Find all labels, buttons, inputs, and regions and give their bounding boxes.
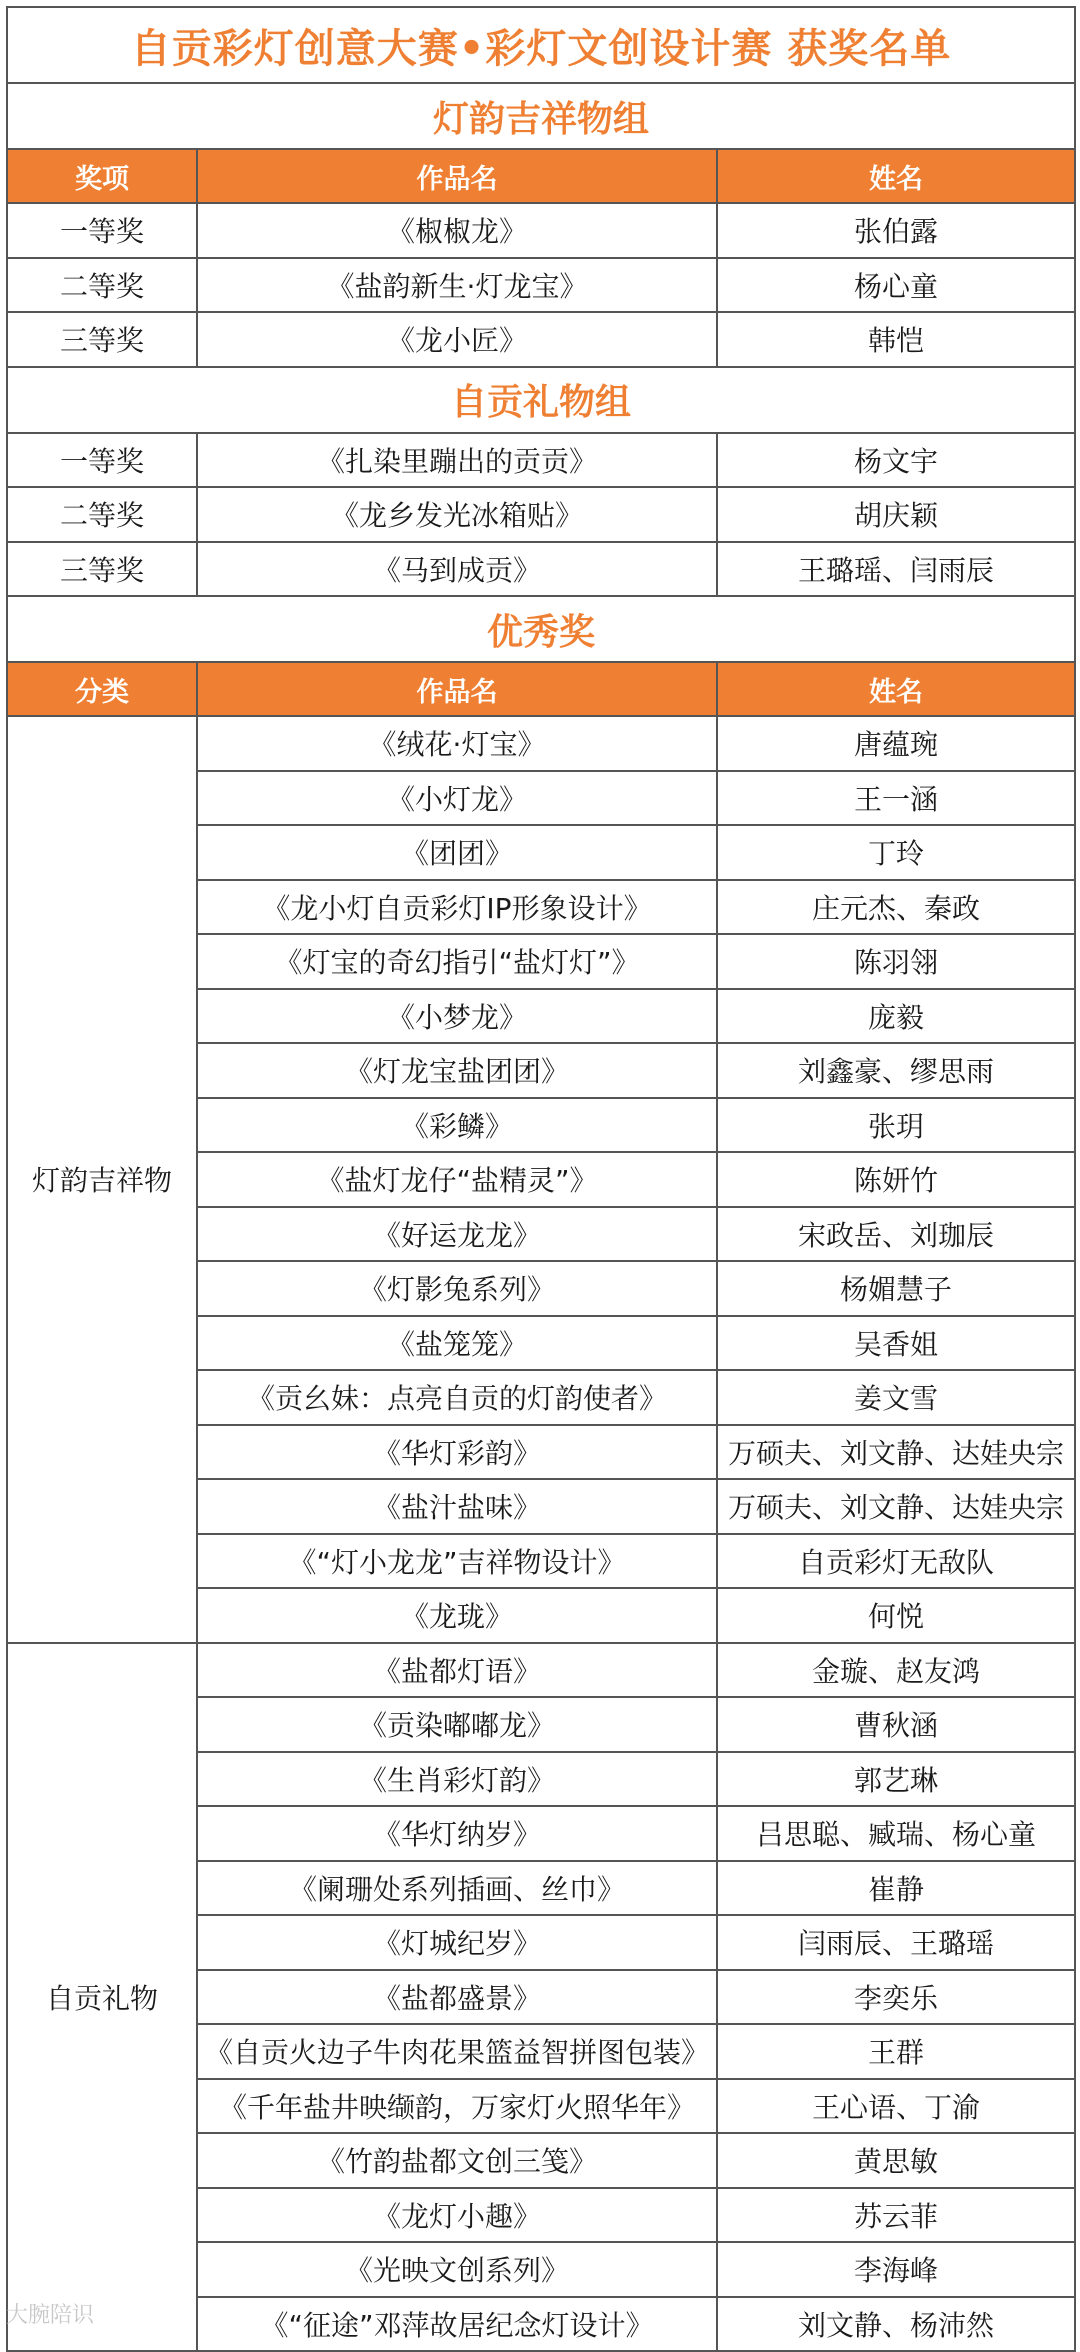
header-name: 姓名 — [717, 662, 1075, 716]
section-title-group2: 自贡礼物组 — [7, 367, 1075, 433]
category-cell: 自贡礼物 — [7, 1643, 197, 2352]
work-cell: 《“灯小龙龙”吉祥物设计》 — [197, 1534, 717, 1589]
header-work: 作品名 — [197, 149, 717, 203]
header-row-group1 — [7, 149, 1075, 203]
work-cell: 《灯龙宝盐团团》 — [197, 1043, 717, 1098]
work-cell: 《彩鳞》 — [197, 1098, 717, 1153]
section-row-group2 — [7, 367, 1075, 433]
name-cell: 丁玲 — [717, 825, 1075, 880]
table-row — [7, 258, 1075, 313]
work-cell: 《盐灯龙仔“盐精灵”》 — [197, 1152, 717, 1207]
section-title-group1: 灯韵吉祥物组 — [7, 83, 1075, 149]
work-cell: 《盐韵新生·灯龙宝》 — [197, 258, 717, 313]
name-cell: 曹秋涵 — [717, 1697, 1075, 1752]
name-cell: 吴香姐 — [717, 1316, 1075, 1371]
work-cell: 《绒花·灯宝》 — [197, 716, 717, 771]
work-cell: 《盐笼笼》 — [197, 1316, 717, 1371]
name-cell: 郭艺琳 — [717, 1752, 1075, 1807]
award-cell: 一等奖 — [7, 203, 197, 258]
name-cell: 陈羽翎 — [717, 934, 1075, 989]
name-cell: 王一涵 — [717, 771, 1075, 826]
table-row — [7, 542, 1075, 597]
work-cell: 《龙珑》 — [197, 1588, 717, 1643]
work-cell: 《龙乡发光冰箱贴》 — [197, 487, 717, 542]
work-cell: 《团团》 — [197, 825, 717, 880]
name-cell: 胡庆颖 — [717, 487, 1075, 542]
name-cell: 张伯露 — [717, 203, 1075, 258]
name-cell: 杨心童 — [717, 258, 1075, 313]
name-cell: 庞毅 — [717, 989, 1075, 1044]
work-cell: 《竹韵盐都文创三笺》 — [197, 2133, 717, 2188]
table-row — [7, 433, 1075, 488]
name-cell: 万硕夫、刘文静、达娃央宗 — [717, 1479, 1075, 1534]
work-cell: 《盐都盛景》 — [197, 1970, 717, 2025]
work-cell: 《椒椒龙》 — [197, 203, 717, 258]
work-cell: 《龙灯小趣》 — [197, 2188, 717, 2243]
award-table — [6, 6, 1076, 2352]
header-category: 分类 — [7, 662, 197, 716]
award-cell: 三等奖 — [7, 542, 197, 597]
name-cell: 庄元杰、秦政 — [717, 880, 1075, 935]
work-cell: 《龙小匠》 — [197, 312, 717, 367]
work-cell: 《千年盐井映缬韵，万家灯火照华年》 — [197, 2079, 717, 2134]
name-cell: 王心语、丁渝 — [717, 2079, 1075, 2134]
work-cell: 《小灯龙》 — [197, 771, 717, 826]
name-cell: 杨媚慧子 — [717, 1261, 1075, 1316]
name-cell: 姜文雪 — [717, 1370, 1075, 1425]
name-cell: 唐蕴琬 — [717, 716, 1075, 771]
work-cell: 《阑珊处系列插画、丝巾》 — [197, 1861, 717, 1916]
work-cell: 《“征途”邓萍故居纪念灯设计》 — [197, 2297, 717, 2352]
page-title: 自贡彩灯创意大赛•彩灯文创设计赛 获奖名单 — [7, 7, 1075, 83]
award-cell: 二等奖 — [7, 258, 197, 313]
title-row — [7, 7, 1075, 83]
work-cell: 《光映文创系列》 — [197, 2242, 717, 2297]
section-row-excellence — [7, 596, 1075, 662]
work-cell: 《好运龙龙》 — [197, 1207, 717, 1262]
watermark: 大腕陪识 — [6, 2303, 95, 2328]
name-cell: 自贡彩灯无敌队 — [717, 1534, 1075, 1589]
name-cell: 苏云菲 — [717, 2188, 1075, 2243]
name-cell: 刘文静、杨沛然 — [717, 2297, 1075, 2352]
table-row — [7, 716, 1075, 771]
work-cell: 《贡染嘟嘟龙》 — [197, 1697, 717, 1752]
name-cell: 张玥 — [717, 1098, 1075, 1153]
table-row — [7, 487, 1075, 542]
name-cell: 吕思聪、臧瑞、杨心童 — [717, 1806, 1075, 1861]
name-cell: 韩恺 — [717, 312, 1075, 367]
header-award: 奖项 — [7, 149, 197, 203]
name-cell: 万硕夫、刘文静、达娃央宗 — [717, 1425, 1075, 1480]
work-cell: 《自贡火边子牛肉花果篮益智拼图包装》 — [197, 2024, 717, 2079]
work-cell: 《盐都灯语》 — [197, 1643, 717, 1698]
name-cell: 崔静 — [717, 1861, 1075, 1916]
name-cell: 黄思敏 — [717, 2133, 1075, 2188]
section-title-excellence: 优秀奖 — [7, 596, 1075, 662]
name-cell: 闫雨辰、王璐瑶 — [717, 1915, 1075, 1970]
work-cell: 《贡幺妹：点亮自贡的灯韵使者》 — [197, 1370, 717, 1425]
award-table-body — [7, 7, 1075, 2351]
award-list-sheet — [6, 6, 1074, 2352]
name-cell: 金璇、赵友鸿 — [717, 1643, 1075, 1698]
name-cell: 李海峰 — [717, 2242, 1075, 2297]
work-cell: 《华灯纳岁》 — [197, 1806, 717, 1861]
name-cell: 陈妍竹 — [717, 1152, 1075, 1207]
name-cell: 何悦 — [717, 1588, 1075, 1643]
work-cell: 《马到成贡》 — [197, 542, 717, 597]
name-cell: 宋政岳、刘珈辰 — [717, 1207, 1075, 1262]
work-cell: 《扎染里蹦出的贡贡》 — [197, 433, 717, 488]
table-row — [7, 312, 1075, 367]
award-cell: 二等奖 — [7, 487, 197, 542]
header-work: 作品名 — [197, 662, 717, 716]
section-row-group1 — [7, 83, 1075, 149]
name-cell: 杨文宇 — [717, 433, 1075, 488]
work-cell: 《小梦龙》 — [197, 989, 717, 1044]
name-cell: 王群 — [717, 2024, 1075, 2079]
award-cell: 一等奖 — [7, 433, 197, 488]
work-cell: 《华灯彩韵》 — [197, 1425, 717, 1480]
work-cell: 《灯宝的奇幻指引“盐灯灯”》 — [197, 934, 717, 989]
work-cell: 《龙小灯自贡彩灯IP形象设计》 — [197, 880, 717, 935]
table-row — [7, 1643, 1075, 1698]
name-cell: 李奕乐 — [717, 1970, 1075, 2025]
header-name: 姓名 — [717, 149, 1075, 203]
category-cell: 灯韵吉祥物 — [7, 716, 197, 1643]
name-cell: 王璐瑶、闫雨辰 — [717, 542, 1075, 597]
work-cell: 《灯城纪岁》 — [197, 1915, 717, 1970]
award-cell: 三等奖 — [7, 312, 197, 367]
work-cell: 《生肖彩灯韵》 — [197, 1752, 717, 1807]
work-cell: 《灯影兔系列》 — [197, 1261, 717, 1316]
header-row-excellence — [7, 662, 1075, 716]
name-cell: 刘鑫豪、缪思雨 — [717, 1043, 1075, 1098]
table-row — [7, 203, 1075, 258]
work-cell: 《盐汁盐味》 — [197, 1479, 717, 1534]
